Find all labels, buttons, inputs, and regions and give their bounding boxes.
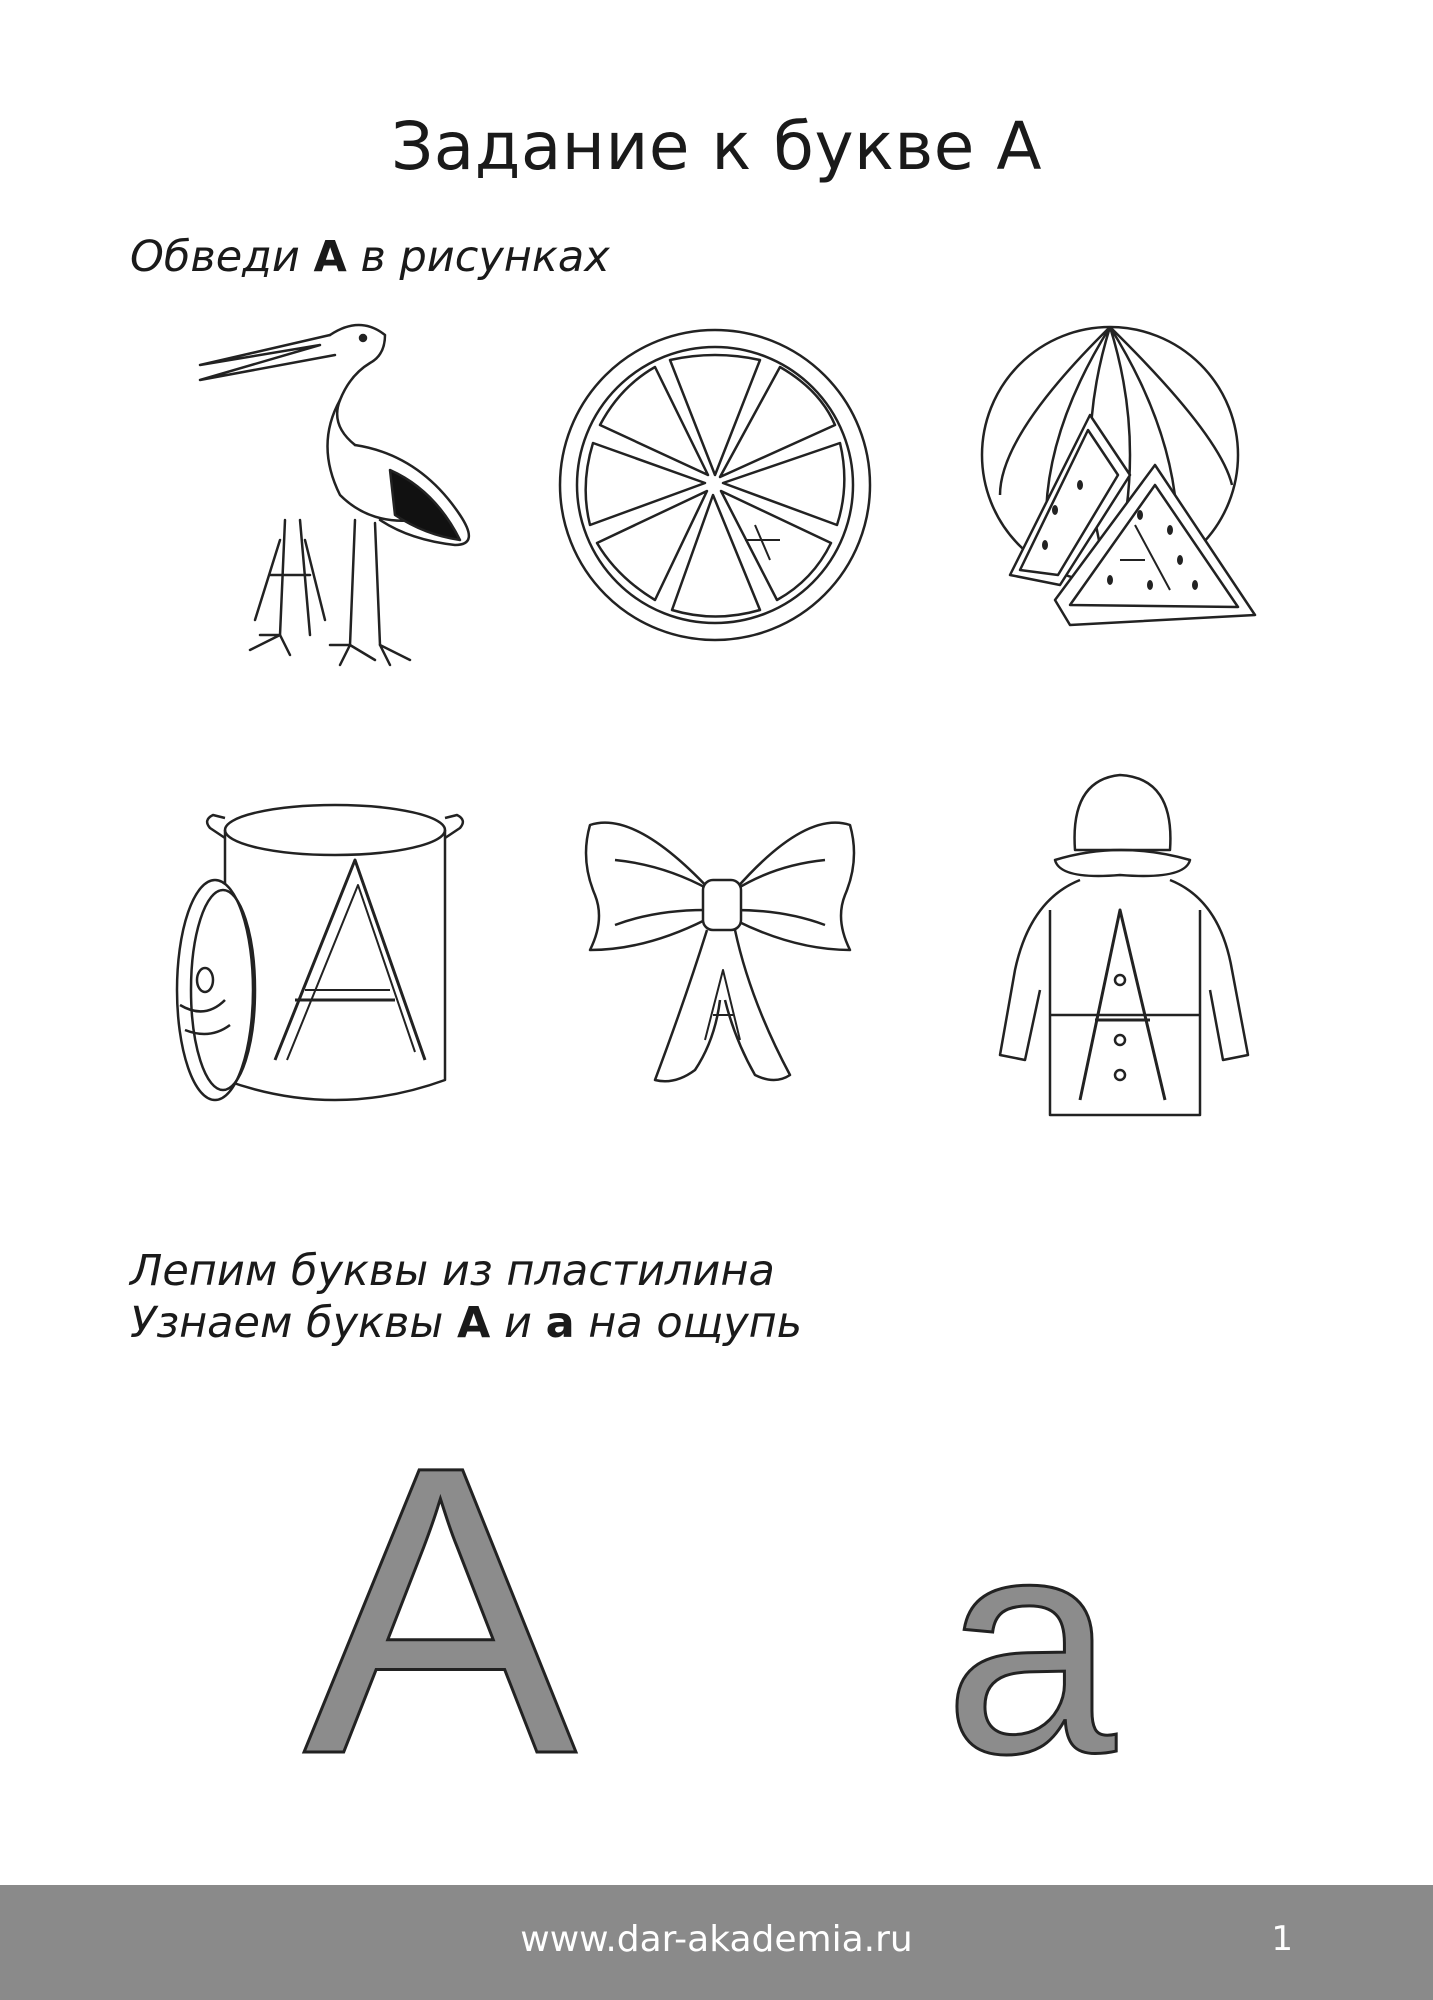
task-text: Узнаем буквы	[130, 1298, 457, 1348]
watermelon-icon	[970, 315, 1270, 655]
footer-bar	[0, 1885, 1433, 2000]
task-instruction-sculpt	[130, 1245, 802, 1349]
bow-icon	[575, 800, 865, 1110]
task-letter: А	[313, 232, 347, 282]
task-text: Обведи	[130, 232, 314, 282]
coat-icon	[970, 770, 1280, 1130]
big-letter-lower	[915, 1530, 1145, 1760]
footer-url[interactable]: www.dar-akademia.ru	[520, 1919, 913, 1960]
orange-slice-icon	[555, 325, 875, 645]
stork-icon	[180, 305, 470, 675]
big-letter-upper	[290, 1440, 590, 1760]
pot-icon	[165, 790, 475, 1110]
task-letter: а	[545, 1298, 575, 1348]
task-instruction-trace	[130, 232, 610, 282]
task-line	[130, 1297, 802, 1349]
letter-upper: А	[303, 1440, 577, 1760]
task-letter: А	[457, 1298, 491, 1348]
page-title: Задание к букве А	[390, 108, 1043, 185]
task-text: на ощупь	[574, 1298, 803, 1348]
task-text: в рисунках	[346, 232, 610, 282]
letter-lower: а	[943, 1530, 1117, 1760]
task-text: и	[490, 1298, 546, 1348]
page-number: 1	[1271, 1919, 1293, 1959]
task-line: Лепим буквы из пластилина	[130, 1246, 775, 1296]
